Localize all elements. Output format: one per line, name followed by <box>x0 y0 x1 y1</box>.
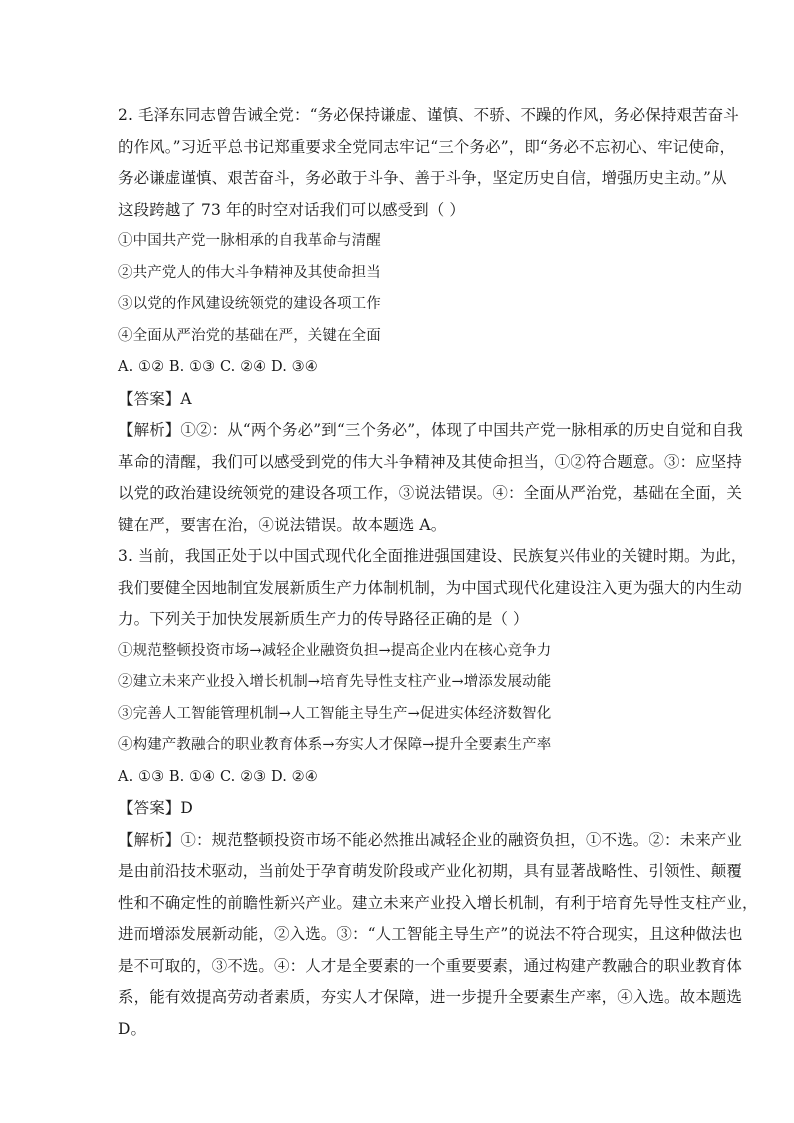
answer-line: 【答案】A <box>118 389 192 408</box>
answer-choices: A. ①③ B. ①④ C. ②③ D. ②④ <box>118 768 318 785</box>
question-text-line: 3. 当前，我国正处于以中国式现代化全面推进强国建设、民族复兴伟业的关键时期。为此， <box>118 547 747 565</box>
analysis-line: 键在严，要害在治，④说法错误。故本题选 A。 <box>118 515 447 534</box>
answer-line: 【答案】D <box>118 799 193 817</box>
option-item: ③以党的作风建设统领党的建设各项工作 <box>118 296 381 312</box>
option-item: ①规范整顿投资市场→减轻企业融资负担→提高企业内在核心竞争力 <box>118 642 552 659</box>
analysis-line: 革命的清醒，我们可以感受到党的伟大斗争精神及其使命担当，①②符合题意。③：应坚持 <box>118 452 743 471</box>
analysis-line: D。 <box>118 1019 147 1038</box>
analysis-line: 【解析】①：规范整顿投资市场不能必然推出减轻企业的融资负担，①不选。②：未来产业 <box>118 830 743 849</box>
analysis-line: 以党的政治建设统领党的建设各项工作，③说法错误。④：全面从严治党，基础在全面，关 <box>118 484 743 502</box>
question-2 <box>118 100 743 541</box>
option-item: ④全面从严治党的基础在严，关键在全面 <box>118 327 381 344</box>
option-item: ③完善人工智能管理机制→人工智能主导生产→促进实体经济数智化 <box>118 705 552 722</box>
option-item: ②共产党人的伟大斗争精神及其使命担当 <box>118 264 381 281</box>
analysis-line: 进而增添发展新动能，②入选。③：“人工智能主导生产”的说法不符合现实，且这种做法也 <box>118 925 743 943</box>
analysis-line: 是不可取的，③不选。④：人才是全要素的一个重要要素，通过构建产教融合的职业教育体 <box>118 956 743 975</box>
question-text-line: 我们要健全因地制宜发展新质生产力体制机制，为中国式现代化建设注入更为强大的内生动 <box>118 578 743 597</box>
analysis-line: 是由前沿技术驱动，当前处于孕育萌发阶段或产业化初期，具有显著战略性、引领性、颠覆 <box>118 862 743 880</box>
question-text-line: 务必谦虚谨慎、艰苦奋斗，务必敢于斗争、善于斗争，坚定历史自信，增强历史主动。”从 <box>118 169 727 187</box>
question-text-line: 的作风。”习近平总书记郑重要求全党同志牢记“三个务必”，即“务必不忘初心、牢记使命， <box>118 137 736 156</box>
analysis-line: 系，能有效提高劳动者素质，夯实人才保障，进一步提升全要素生产率，④入选。故本题选 <box>118 988 743 1006</box>
question-text-line: 这段跨越了 73 年的时空对话我们可以感受到（ ） <box>118 200 466 219</box>
analysis-line: 性和不确定性的前瞻性新兴产业。建立未来产业投入增长机制，有利于培育先导性支柱产业， <box>118 893 758 912</box>
question-3 <box>118 541 758 1045</box>
option-item: ②建立未来产业投入增长机制→培育先导性支柱产业→增添发展动能 <box>118 674 552 690</box>
question-text-line: 力。下列关于加快发展新质生产力的传导路径正确的是（ ） <box>118 610 529 628</box>
option-item: ④构建产教融合的职业教育体系→夯实人才保障→提升全要素生产率 <box>118 737 552 753</box>
question-text-line: 2. 毛泽东同志曾告诫全党：“务必保持谦虚、谨慎、不骄、不躁的作风，务必保持艰苦奋斗 <box>118 106 739 124</box>
analysis-line: 【解析】①②：从“两个务必”到“三个务必”，体现了中国共产党一脉相承的历史自觉和自我 <box>118 421 743 439</box>
answer-choices: A. ①② B. ①③ C. ②④ D. ③④ <box>118 359 318 375</box>
option-item: ①中国共产党一脉相承的自我革命与清醒 <box>118 233 381 249</box>
